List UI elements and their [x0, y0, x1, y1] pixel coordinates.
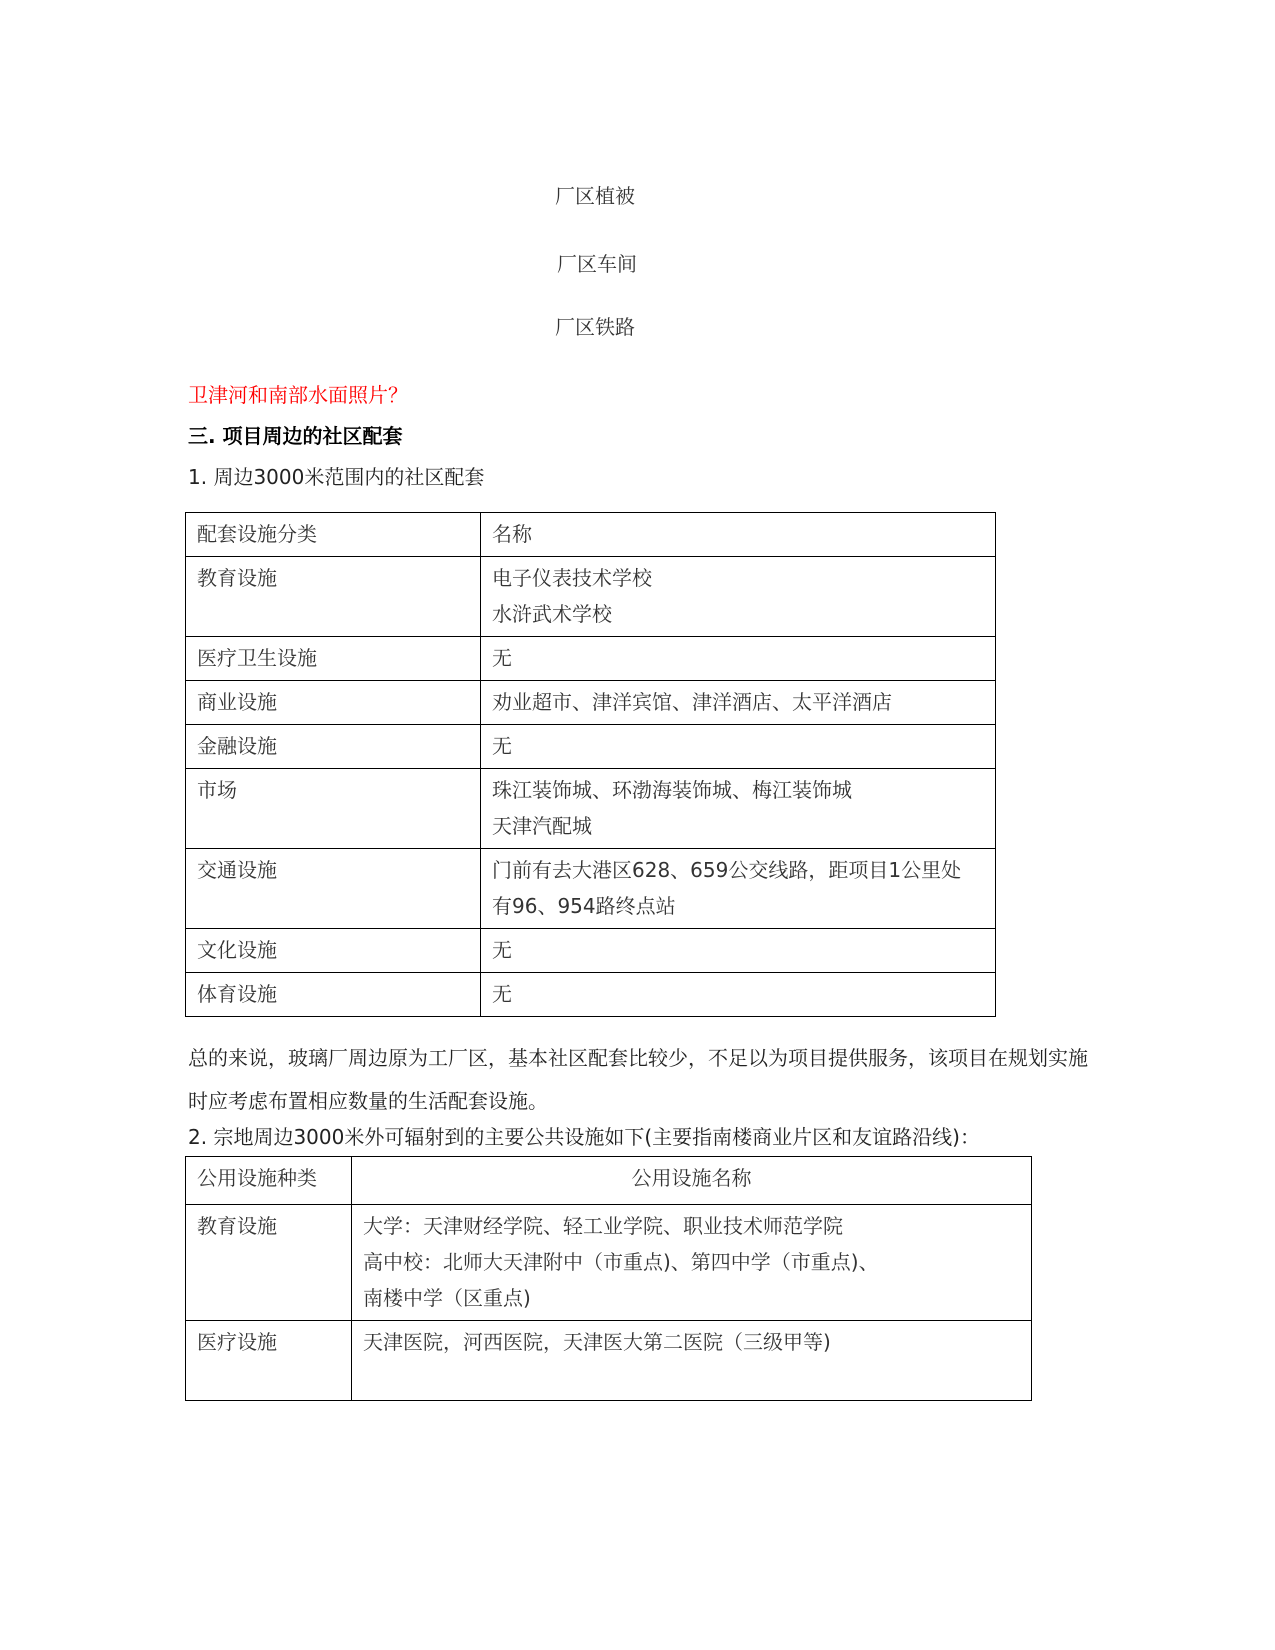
table-cell-names: 无 [481, 973, 996, 1017]
table-cell-category: 体育设施 [186, 973, 481, 1017]
table-cell-names: 门前有去大港区628、659公交线路，距项目1公里处 有96、954路终点站 [481, 849, 996, 929]
table-row [186, 725, 996, 769]
table-header-cell: 公用设施名称 [352, 1157, 1032, 1205]
table-row [186, 769, 996, 849]
caption-vegetation: 厂区植被 [555, 184, 635, 208]
summary-paragraph: 总的来说，玻璃厂周边原为工厂区，基本社区配套比较少，不足以为项目提供服务，该项目在规划实施时应考虑布置相应数量的生活配套设施。 [188, 1046, 1088, 1113]
table-row [186, 557, 996, 637]
table-cell-category: 市场 [186, 769, 481, 849]
section-heading: 三. 项目周边的社区配套 [188, 424, 403, 448]
table-cell-category: 金融设施 [186, 725, 481, 769]
table-cell-names: 大学：天津财经学院、轻工业学院、职业技术师范学院 高中校：北师大天津附中（市重点)、第四中学（市重点)、 南楼中学（区重点) [352, 1205, 1032, 1321]
table-header-cell: 配套设施分类 [186, 513, 481, 557]
table-cell-names: 无 [481, 929, 996, 973]
table-header-cell: 公用设施种类 [186, 1157, 352, 1205]
photo-note: 卫津河和南部水面照片？ [188, 383, 408, 407]
table-row [186, 1205, 1032, 1321]
table-public-facilities [185, 1156, 1032, 1401]
table-header-cell: 名称 [481, 513, 996, 557]
table-cell-names: 电子仪表技术学校 水浒武术学校 [481, 557, 996, 637]
table-row [186, 973, 996, 1017]
sub-heading-2: 2. 宗地周边3000米外可辐射到的主要公共设施如下(主要指南楼商业片区和友谊路沿线)： [188, 1125, 980, 1149]
table-cell-category: 交通设施 [186, 849, 481, 929]
table-cell-names: 珠江装饰城、环渤海装饰城、梅江装饰城 天津汽配城 [481, 769, 996, 849]
table-header-row [186, 513, 996, 557]
table-cell-category: 医疗设施 [186, 1321, 352, 1401]
table-header-row [186, 1157, 1032, 1205]
table-cell-category: 医疗卫生设施 [186, 637, 481, 681]
sub-heading-1: 1. 周边3000米范围内的社区配套 [188, 465, 485, 489]
table-cell-names: 无 [481, 725, 996, 769]
table-row [186, 929, 996, 973]
table-row [186, 1321, 1032, 1401]
table-row [186, 681, 996, 725]
table-cell-names: 天津医院，河西医院，天津医大第二医院（三级甲等) [352, 1321, 1032, 1401]
table-cell-category: 商业设施 [186, 681, 481, 725]
table-row [186, 637, 996, 681]
table-cell-names: 劝业超市、津洋宾馆、津洋酒店、太平洋酒店 [481, 681, 996, 725]
table-row [186, 849, 996, 929]
caption-railway: 厂区铁路 [555, 315, 635, 339]
table-nearby-facilities [185, 512, 996, 1017]
table-cell-category: 教育设施 [186, 1205, 352, 1321]
caption-workshop: 厂区车间 [557, 252, 637, 276]
table-cell-names: 无 [481, 637, 996, 681]
table-cell-category: 教育设施 [186, 557, 481, 637]
table-cell-category: 文化设施 [186, 929, 481, 973]
